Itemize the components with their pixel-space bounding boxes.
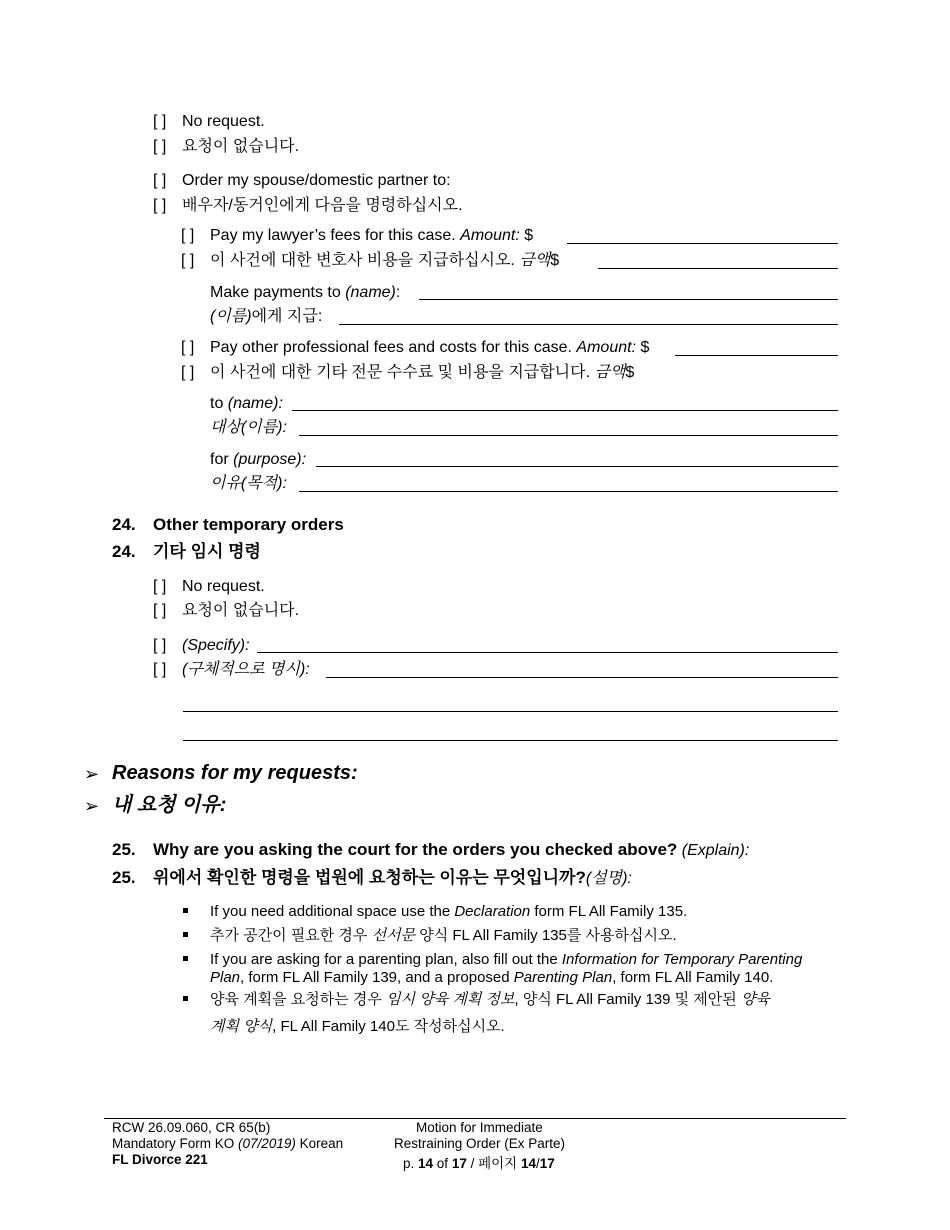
- other-fees-amount-line[interactable]: [675, 355, 838, 356]
- bullet-4-line-2: 계획 양식, FL All Family 140도 작성하십시오.: [210, 1018, 505, 1035]
- make-payments-name-line-ko[interactable]: [339, 324, 838, 325]
- bullet-1: If you need additional space use the Declaration form FL All Family 135.: [210, 903, 688, 920]
- footer-rcw: RCW 26.09.060, CR 65(b): [112, 1120, 271, 1135]
- checkbox-order-en[interactable]: [ ]: [153, 172, 167, 189]
- make-payments-name-line[interactable]: [419, 299, 838, 300]
- footer-page-number: p. 14 of 17 / 페이지 14/17: [403, 1156, 555, 1171]
- checkbox-lawyer-fees-en[interactable]: [ ]: [181, 227, 195, 244]
- checkbox-lawyer-fees-ko[interactable]: [ ]: [181, 252, 195, 269]
- footer-title-1: Motion for Immediate: [416, 1120, 543, 1135]
- order-ko: 배우자/동거인에게 다음을 명령하십시오.: [182, 197, 463, 214]
- bullet-4-line-1: 양육 계획을 요청하는 경우 임시 양육 계획 정보, 양식 FL All Family 139 및 제안된 양육: [210, 991, 770, 1008]
- checkbox-24-no-request-en[interactable]: [ ]: [153, 578, 167, 595]
- make-payments-en: Make payments to (name):: [210, 284, 401, 301]
- checkbox-no-request-ko[interactable]: [ ]: [153, 138, 167, 155]
- specify-extra-line-1[interactable]: [183, 711, 838, 712]
- checkbox-specify-en[interactable]: [ ]: [153, 637, 167, 654]
- checkbox-specify-ko[interactable]: [ ]: [153, 661, 167, 678]
- section24-number-ko: 24.: [112, 542, 136, 561]
- purpose-line-ko[interactable]: [299, 491, 838, 492]
- bullet-2: 추가 공간이 필요한 경우 선서문 양식 FL All Family 135를 사용하십시오.: [210, 927, 677, 944]
- specify-line[interactable]: [257, 652, 838, 653]
- checkbox-other-fees-ko[interactable]: [ ]: [181, 364, 195, 381]
- to-name-line[interactable]: [292, 410, 838, 411]
- bullet-icon: [183, 956, 188, 961]
- bullet-3-line-1: If you are asking for a parenting plan, also fill out the Information for Temporary Parenting: [210, 951, 803, 968]
- 24-no-request-en: No request.: [182, 578, 265, 595]
- lawyer-fees-en: Pay my lawyer’s fees for this case. Amount: $: [210, 227, 534, 244]
- 24-no-request-ko: 요청이 없습니다.: [182, 602, 300, 619]
- make-payments-ko: (이름)에게 지급:: [210, 308, 323, 325]
- bullet-icon: [183, 996, 188, 1001]
- section24-title-ko: 기타 임시 명령: [153, 542, 261, 561]
- section25-number: 25.: [112, 840, 136, 859]
- section24-number: 24.: [112, 515, 136, 534]
- reasons-heading-ko: 내 요청 이유:: [112, 794, 227, 816]
- footer-divider: [104, 1118, 846, 1119]
- footer-title-2: Restraining Order (Ex Parte): [394, 1136, 566, 1151]
- to-name-line-ko[interactable]: [299, 435, 838, 436]
- no-request-en: No request.: [182, 113, 265, 130]
- bullet-3-line-2: Plan, form FL All Family 139, and a proposed Parenting Plan, form FL All Family 140.: [210, 969, 774, 986]
- checkbox-no-request-en[interactable]: [ ]: [153, 113, 167, 130]
- specify-en: (Specify):: [182, 637, 250, 654]
- section25-question-en: Why are you asking the court for the orders you checked above? (Explain):: [153, 840, 750, 859]
- lawyer-fees-ko: 이 사건에 대한 변호사 비용을 지급하십시오. 금액$: [210, 252, 560, 269]
- order-en: Order my spouse/domestic partner to:: [182, 172, 451, 189]
- arrow-icon: ➢: [84, 796, 100, 816]
- section25-number-ko: 25.: [112, 868, 136, 887]
- other-fees-en: Pay other professional fees and costs for this case. Amount: $: [210, 339, 650, 356]
- bullet-icon: [183, 932, 188, 937]
- bullet-icon: [183, 908, 188, 913]
- reasons-heading-en: Reasons for my requests:: [112, 762, 358, 784]
- footer-mandatory: Mandatory Form KO (07/2019) Korean: [112, 1136, 344, 1151]
- to-name-ko: 대상(이름):: [210, 419, 287, 436]
- specify-line-ko[interactable]: [326, 677, 838, 678]
- checkbox-other-fees-en[interactable]: [ ]: [181, 339, 195, 356]
- section25-question-ko: 위에서 확인한 명령을 법원에 요청하는 이유는 무엇입니까?(설명):: [153, 868, 632, 887]
- other-fees-ko: 이 사건에 대한 기타 전문 수수료 및 비용을 지급합니다. 금액$: [210, 364, 635, 381]
- specify-ko: (구체적으로 명시):: [182, 661, 310, 678]
- arrow-icon: ➢: [84, 764, 100, 784]
- footer-form-id: FL Divorce 221: [112, 1152, 208, 1167]
- purpose-line[interactable]: [316, 466, 838, 467]
- specify-extra-line-2[interactable]: [183, 740, 838, 741]
- for-purpose-en: for (purpose):: [210, 451, 307, 468]
- lawyer-fees-amount-line-ko[interactable]: [598, 268, 838, 269]
- purpose-ko: 이유(목적):: [210, 475, 287, 492]
- to-name-en: to (name):: [210, 395, 283, 412]
- section24-title-en: Other temporary orders: [153, 515, 344, 534]
- lawyer-fees-amount-line[interactable]: [567, 243, 838, 244]
- checkbox-order-ko[interactable]: [ ]: [153, 197, 167, 214]
- checkbox-24-no-request-ko[interactable]: [ ]: [153, 602, 167, 619]
- no-request-ko: 요청이 없습니다.: [182, 138, 300, 155]
